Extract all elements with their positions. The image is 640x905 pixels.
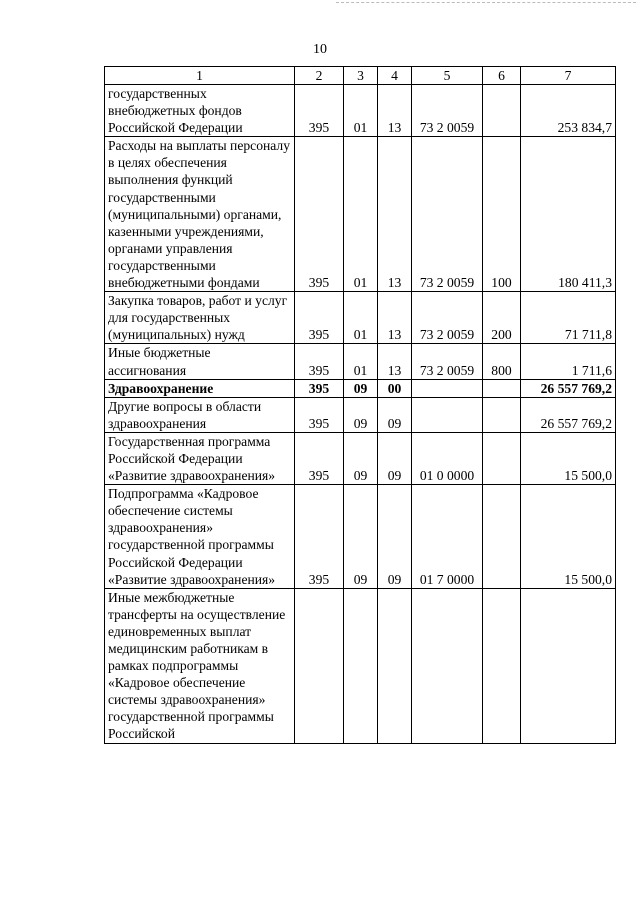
- row-cs: [412, 588, 483, 743]
- row-rz: 01: [344, 292, 378, 344]
- table-row: [105, 344, 616, 379]
- row-pr: 13: [378, 344, 412, 379]
- row-rz: 01: [344, 137, 378, 292]
- table-row-section-total: [105, 379, 616, 397]
- row-vr: [483, 588, 521, 743]
- row-pr: 13: [378, 292, 412, 344]
- row-vr: [483, 379, 521, 397]
- row-cs: 73 2 0059: [412, 85, 483, 137]
- row-cs: [412, 397, 483, 432]
- row-vr: 800: [483, 344, 521, 379]
- row-sum: 15 500,0: [521, 485, 616, 589]
- column-header-1: 1: [105, 67, 295, 85]
- row-gr: 395: [295, 397, 344, 432]
- row-cs: [412, 379, 483, 397]
- column-header-5: 5: [412, 67, 483, 85]
- column-header-4: 4: [378, 67, 412, 85]
- column-header-7: 7: [521, 67, 616, 85]
- row-pr: 09: [378, 485, 412, 589]
- row-rz: 09: [344, 397, 378, 432]
- scan-edge-line: [336, 2, 636, 4]
- row-name: Здравоохранение: [105, 379, 295, 397]
- table-row: [105, 137, 616, 292]
- row-pr: [378, 588, 412, 743]
- row-pr: 13: [378, 137, 412, 292]
- row-name: Подпрограмма «Кадровое обеспечение системы здравоохранения» государственной программы Российской Федерации «Развитие здравоохранения»: [105, 485, 295, 589]
- row-rz: 09: [344, 432, 378, 484]
- row-name: Иные бюджетные ассигнования: [105, 344, 295, 379]
- column-header-3: 3: [344, 67, 378, 85]
- row-name: Другие вопросы в области здравоохранения: [105, 397, 295, 432]
- row-vr: 200: [483, 292, 521, 344]
- row-gr: 395: [295, 85, 344, 137]
- row-rz: 09: [344, 485, 378, 589]
- column-header-6: 6: [483, 67, 521, 85]
- row-gr: [295, 588, 344, 743]
- row-cs: 73 2 0059: [412, 292, 483, 344]
- row-sum: 26 557 769,2: [521, 379, 616, 397]
- row-cs: 73 2 0059: [412, 344, 483, 379]
- row-vr: [483, 485, 521, 589]
- table-row: [105, 588, 616, 743]
- row-gr: 395: [295, 344, 344, 379]
- row-sum: 180 411,3: [521, 137, 616, 292]
- row-rz: 01: [344, 85, 378, 137]
- row-cs: 73 2 0059: [412, 137, 483, 292]
- row-sum: 71 711,8: [521, 292, 616, 344]
- row-pr: 00: [378, 379, 412, 397]
- row-cs: 01 7 0000: [412, 485, 483, 589]
- row-sum: 1 711,6: [521, 344, 616, 379]
- row-gr: 395: [295, 485, 344, 589]
- table-row: [105, 397, 616, 432]
- row-pr: 13: [378, 85, 412, 137]
- row-gr: 395: [295, 292, 344, 344]
- row-gr: 395: [295, 379, 344, 397]
- row-pr: 09: [378, 397, 412, 432]
- row-name: государственных внебюджетных фондов Российской Федерации: [105, 85, 295, 137]
- row-name: Государственная программа Российской Федерации «Развитие здравоохранения»: [105, 432, 295, 484]
- row-vr: [483, 85, 521, 137]
- row-sum: 253 834,7: [521, 85, 616, 137]
- row-name: Иные межбюджетные трансферты на осуществление единовременных выплат медицинским работникам в рамках подпрограммы «Кадровое обеспечение системы здравоохранения» государственной программы Российской: [105, 588, 295, 743]
- row-cs: 01 0 0000: [412, 432, 483, 484]
- row-pr: 09: [378, 432, 412, 484]
- row-sum: [521, 588, 616, 743]
- row-vr: [483, 432, 521, 484]
- row-name: Расходы на выплаты персоналу в целях обеспечения выполнения функций государственными (муниципальными) органами, казенными учреждениями, органами управления государственными внебюджетными фондами: [105, 137, 295, 292]
- table-row: [105, 485, 616, 589]
- page-number: 10: [313, 42, 327, 57]
- row-gr: 395: [295, 432, 344, 484]
- budget-table: [104, 66, 616, 744]
- table-row: [105, 85, 616, 137]
- column-number-row: [105, 67, 616, 85]
- row-vr: 100: [483, 137, 521, 292]
- row-rz: 09: [344, 379, 378, 397]
- row-name: Закупка товаров, работ и услуг для государственных (муниципальных) нужд: [105, 292, 295, 344]
- row-sum: 15 500,0: [521, 432, 616, 484]
- table-row: [105, 432, 616, 484]
- table-row: [105, 292, 616, 344]
- row-rz: [344, 588, 378, 743]
- column-header-2: 2: [295, 67, 344, 85]
- row-vr: [483, 397, 521, 432]
- row-rz: 01: [344, 344, 378, 379]
- row-sum: 26 557 769,2: [521, 397, 616, 432]
- row-gr: 395: [295, 137, 344, 292]
